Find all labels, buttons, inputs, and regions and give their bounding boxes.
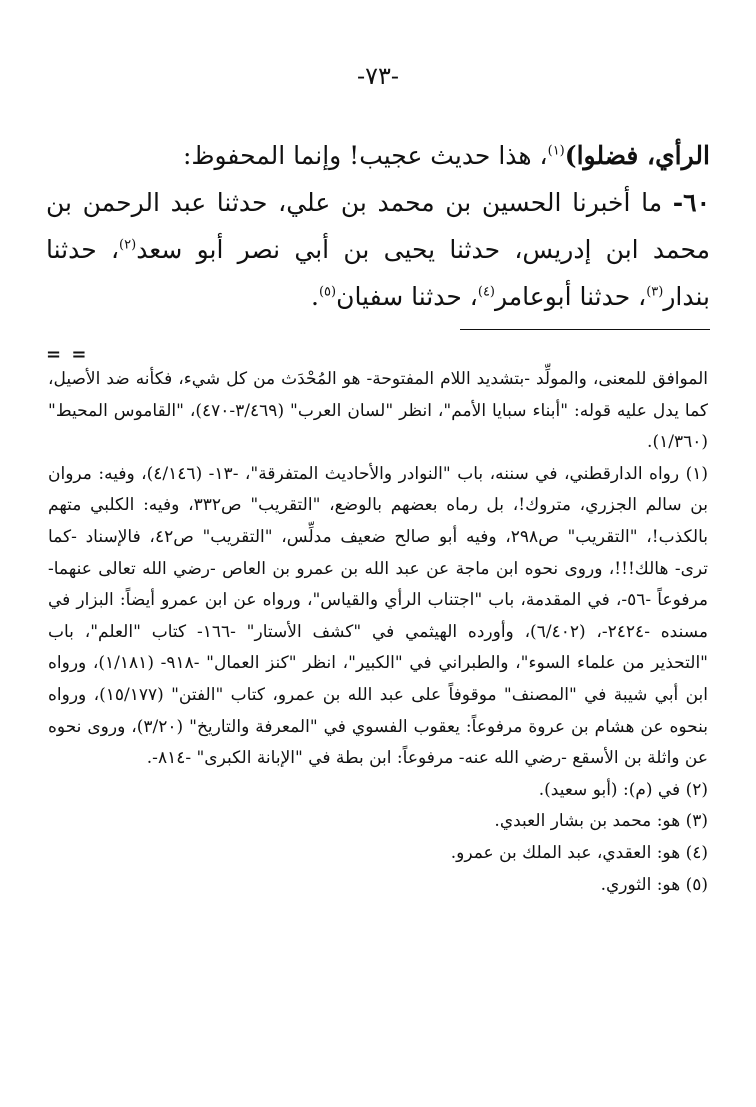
page-number: -٧٣-	[357, 62, 399, 90]
footnote-ref-3: (٣)	[646, 284, 664, 300]
hadith-text-2: ، حدثنا بندار	[46, 235, 710, 311]
hadith-text-3: ، حدثنا أبوعامر	[495, 282, 647, 311]
hadith-paragraph	[46, 179, 710, 320]
continuation-mark: = =	[46, 344, 89, 365]
main-text	[46, 132, 710, 320]
main-line-1-rest: ، هذا حديث عجيب! وإنما المحفوظ:	[182, 141, 548, 170]
footnote-1: (١) رواه الدارقطني، في سننه، باب "النوادر والأحاديث المتفرقة"، -١٣- (٤/١٤٦)، وفيه: مروان بن سالم الجزري، متروك!، بل رماه بعضهم بالوضع، "التقريب" ص٣٣٢، وفيه: الكلبي متهم بالكذب!، "التقريب" ص٢٩٨، وفيه أبو صالح ضعيف مدلِّس، "التقريب" ص٤٢، فالإسناد -كما ترى- هالك!!!، وروى نحوه ابن ماجة عن عبد الله بن عمرو بن العاص -رضي الله تعالى عنهما- مرفوعاً -٥٦-، في المقدمة، باب "اجتناب الرأي والقياس"، ورواه عن ابن عمرو أيضاً: البزار في مسنده -٢٤٢٤-، (٦/٤٠٢)، وأورده الهيثمي في "كشف الأستار" -١٦٦- كتاب "العلم"، باب "التحذير من علماء السوء"، والطبراني في "الكبير"، انظر "كنز العمال" -٩١٨- (١/١٨١)، ورواه ابن أبي شيبة في "المصنف" موقوفاً على عبد الله بن عمرو، كتاب "الفتن" (١٥/١٧٧)، ورواه بنحوه عن هشام بن عروة مرفوعاً: يعقوب الفسوي في "المعرفة والتاريخ" (٣/٢٠)، وروى نحوه عن واثلة بن الأسقع -رضي الله عنه- مرفوعاً: ابن بطة في "الإبانة الكبرى" -٨١٤-.	[48, 463, 709, 769]
hadith-text-5: .	[310, 282, 319, 311]
footnotes	[48, 364, 708, 901]
main-line-1	[46, 132, 710, 179]
hadith-text-1: ما أخبرنا الحسين بن محمد بن علي، حدثنا عبد الرحمن بن محمد ابن إدريس، حدثنا يحيى بن أبي نصر أبو سعد	[46, 188, 710, 264]
footnote-ref-4: (٤)	[477, 284, 495, 300]
footnote-3: (٣) هو: محمد بن بشار العبدي.	[494, 811, 708, 832]
bold-phrase: الرأي، فضلوا)	[564, 141, 710, 170]
footnote-separator	[460, 329, 710, 330]
footnote-ref-5: (٥)	[318, 284, 337, 300]
hadith-text-4: ، حدثنا سفيان	[336, 282, 478, 311]
footnote-ref-1: (١)	[547, 143, 565, 159]
footnote-continuation: الموافق للمعنى، والمولِّد -بتشديد اللام المفتوحة- هو المُحْدَث من كل شيء، فكأنه ضد الأصيل، كما يدل عليه قوله: "أبناء سبايا الأمم"، انظر "لسان العرب" (٣/٤٦٩-٤٧٠)، "القاموس المحيط" (١/٣٦٠).	[48, 369, 709, 453]
footnote-5: (٥) هو: الثوري.	[600, 874, 708, 895]
hadith-number: ٦٠-	[672, 188, 710, 217]
footnote-2: (٢) في (م): (أبو سعيد).	[538, 779, 708, 800]
footnote-ref-2: (٢)	[119, 237, 137, 253]
footnote-4: (٤) هو: العقدي، عبد الملك بن عمرو.	[450, 842, 708, 863]
